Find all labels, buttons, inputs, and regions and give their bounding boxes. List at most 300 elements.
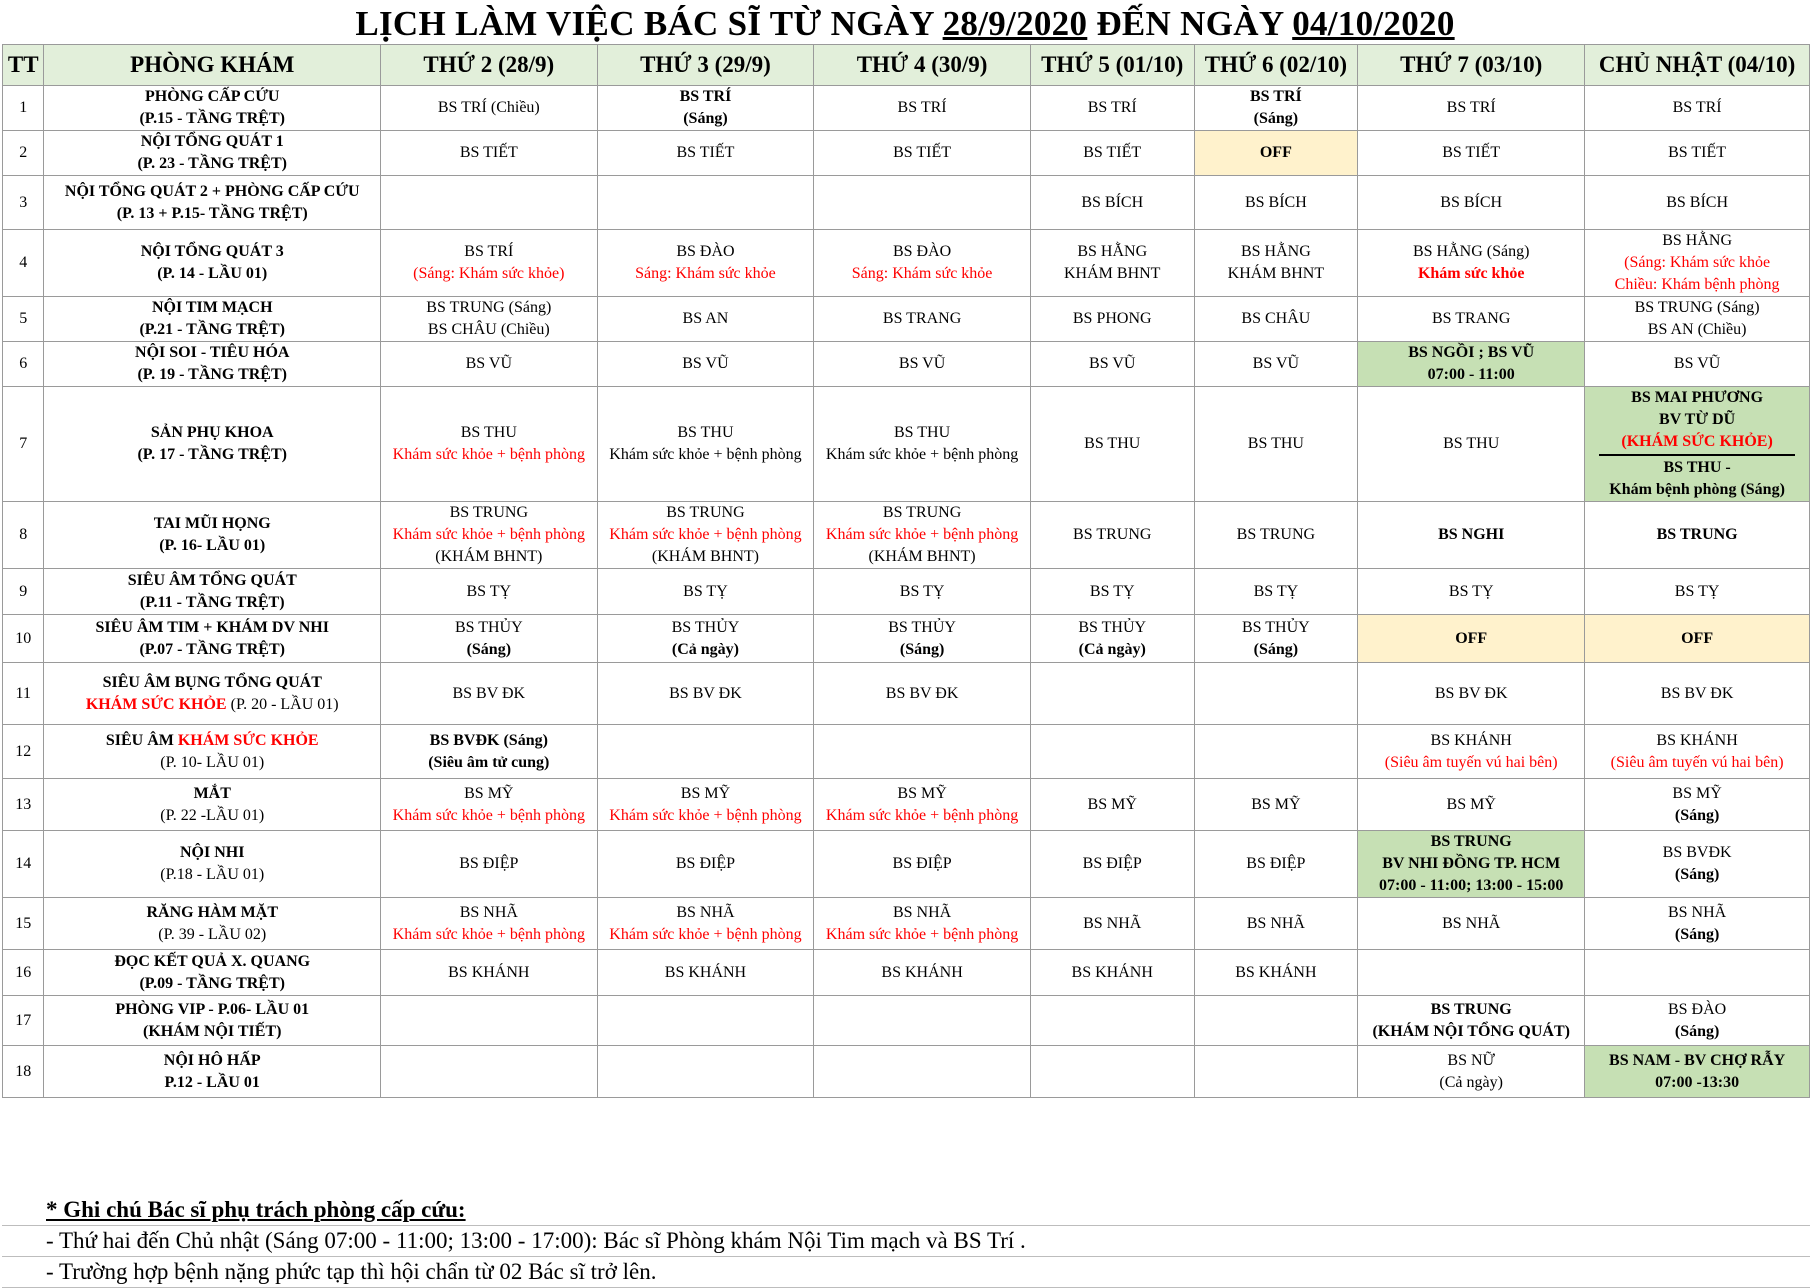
row-number: 10	[3, 615, 44, 663]
cell-line	[1197, 794, 1356, 816]
schedule-cell-day-4	[1030, 569, 1194, 615]
cell-text: BS TỴ	[899, 582, 945, 600]
cell-line	[1587, 142, 1807, 164]
schedule-cell-day-7	[1585, 502, 1810, 569]
cell-text: BS THU	[1443, 435, 1500, 452]
cell-text: (Siêu âm tuyến vú hai bên)	[1610, 753, 1784, 771]
schedule-cell-day-4	[1030, 131, 1194, 176]
cell-text: BS THU	[1084, 435, 1141, 452]
cell-text: (Sáng)	[1674, 1022, 1720, 1040]
cell-text: BS NHÃ	[1442, 914, 1501, 932]
cell-text: BS HẰNG (Sáng)	[1412, 243, 1530, 260]
cell-line	[383, 297, 595, 319]
schedule-cell-day-6	[1358, 615, 1585, 663]
column-header-day-5: THỨ 6 (02/10)	[1194, 45, 1358, 86]
cell-line	[1360, 192, 1582, 214]
schedule-cell-day-5	[1194, 779, 1358, 831]
cell-line	[1033, 639, 1192, 661]
schedule-cell-day-3	[814, 387, 1031, 502]
cell-text: (P. 20 - LẦU 01)	[226, 695, 339, 713]
table-row	[3, 230, 1810, 297]
cell-text: Khám sức khỏe	[1417, 265, 1525, 282]
cell-text: (Cả ngày)	[1439, 1073, 1503, 1091]
cell-line	[816, 422, 1028, 444]
cell-line	[1197, 639, 1356, 661]
room-name	[44, 615, 381, 663]
cell-text: (KHÁM SỨC KHỎE)	[1621, 433, 1773, 450]
schedule-cell-day-7	[1585, 831, 1810, 898]
schedule-cell-day-4	[1030, 86, 1194, 131]
cell-line	[1360, 263, 1582, 285]
cell-text: BS TRÍ	[1672, 99, 1722, 116]
cell-text: BS ĐIỆP	[675, 855, 735, 872]
schedule-cell-day-7	[1585, 342, 1810, 387]
cell-text: (Sáng)	[1253, 110, 1299, 127]
cell-line	[600, 308, 812, 330]
cell-text: PHÒNG VIP - P.06- LẦU 01	[115, 1000, 310, 1018]
cell-line	[1360, 1072, 1582, 1094]
cell-text: 07:00 - 11:00	[1427, 366, 1515, 383]
cell-text: BS TỴ	[1674, 582, 1720, 600]
cell-line	[383, 353, 595, 375]
cell-text: BS KHÁNH	[1071, 963, 1153, 981]
cell-line	[1587, 353, 1807, 375]
cell-text: (Sáng: Khám sức khỏe)	[413, 265, 565, 282]
row-number: 12	[3, 725, 44, 779]
schedule-cell-day-2	[597, 176, 814, 230]
cell-line	[600, 263, 812, 285]
cell-text: BS CHÂU (Chiều)	[427, 321, 550, 338]
cell-text: BS BVĐK	[1662, 844, 1732, 861]
cell-line	[383, 853, 595, 875]
cell-line	[383, 241, 595, 263]
cell-divider	[1599, 454, 1795, 456]
cell-text: BS TỴ	[1089, 582, 1135, 600]
note-line-1: - Thứ hai đến Chủ nhật (Sáng 07:00 - 11:00; 13:00 - 17:00): Bác sĩ Phòng khám Nội Tim mạch và BS Trí .	[2, 1226, 1810, 1257]
cell-line	[1587, 864, 1807, 886]
cell-text: BS BV ĐK	[669, 684, 742, 702]
cell-line	[1360, 308, 1582, 330]
cell-text: BS VŨ	[1089, 355, 1136, 372]
room-name	[44, 663, 381, 725]
cell-text: BS ĐÀO	[1667, 1000, 1727, 1018]
cell-text: OFF	[1259, 144, 1292, 161]
cell-line	[1033, 853, 1192, 875]
schedule-cell-day-2	[597, 725, 814, 779]
cell-line	[1360, 794, 1582, 816]
cell-line	[1197, 241, 1356, 263]
room-name	[44, 950, 381, 996]
schedule-cell-day-1	[380, 342, 597, 387]
cell-line	[1033, 308, 1192, 330]
row-number: 4	[3, 230, 44, 297]
room-name	[44, 297, 381, 342]
table-row	[3, 297, 1810, 342]
notes-section	[2, 1195, 1810, 1288]
cell-line	[1033, 433, 1192, 455]
schedule-cell-day-7	[1585, 950, 1810, 996]
cell-text: BS THỦY	[1242, 618, 1310, 636]
table-row	[3, 779, 1810, 831]
cell-line	[1587, 297, 1807, 319]
schedule-cell-day-7	[1585, 663, 1810, 725]
note-line-2: - Trường hợp bệnh nặng phức tạp thì hội chẩn từ 02 Bác sĩ trở lên.	[2, 1257, 1810, 1288]
cell-text: BS NHÃ	[676, 903, 735, 921]
cell-text: NỘI SOI - TIÊU HÓA	[135, 344, 290, 361]
cell-text: BS VŨ	[465, 355, 512, 372]
room-line	[46, 513, 378, 535]
cell-line	[1360, 342, 1582, 364]
schedule-cell-day-3	[814, 663, 1031, 725]
cell-line	[1033, 913, 1192, 935]
cell-line	[600, 108, 812, 130]
cell-text: (Sáng: Khám sức khỏe	[1624, 254, 1771, 271]
room-line	[46, 535, 378, 557]
cell-text: BS CHÂU	[1241, 310, 1311, 327]
cell-text: BS BÍCH	[1666, 193, 1728, 211]
row-number: 2	[3, 131, 44, 176]
cell-text: (P. 17 - TẦNG TRỆT)	[137, 446, 287, 463]
cell-line	[816, 805, 1028, 827]
schedule-cell-day-2	[597, 387, 814, 502]
cell-line	[1197, 913, 1356, 935]
cell-text: BS MỸ	[1087, 795, 1137, 813]
schedule-cell-day-1	[380, 663, 597, 725]
cell-text: BS KHÁNH	[448, 963, 530, 981]
room-name	[44, 230, 381, 297]
row-number: 17	[3, 996, 44, 1046]
cell-text: OFF	[1455, 629, 1488, 647]
schedule-cell-day-2	[597, 950, 814, 996]
room-line	[46, 422, 378, 444]
cell-text: Khám sức khỏe + bệnh phòng	[609, 925, 802, 943]
cell-text: BS ĐIỆP	[1246, 855, 1306, 872]
cell-text: BS ĐIỆP	[1082, 855, 1142, 872]
cell-text: BS THU	[677, 424, 734, 441]
schedule-cell-day-2	[597, 342, 814, 387]
cell-line	[1587, 524, 1807, 546]
column-header-room: PHÒNG KHÁM	[44, 45, 381, 86]
cell-line	[1587, 628, 1807, 650]
room-line	[46, 951, 378, 973]
cell-line	[1197, 353, 1356, 375]
cell-text: BS TRUNG	[1430, 833, 1512, 850]
table-row	[3, 996, 1810, 1046]
column-header-day-4: THỨ 5 (01/10)	[1030, 45, 1194, 86]
schedule-cell-day-1	[380, 996, 597, 1046]
schedule-cell-day-3	[814, 615, 1031, 663]
schedule-cell-day-7	[1585, 898, 1810, 950]
notes-heading-row	[2, 1195, 1810, 1226]
cell-text: BS TRÍ	[1446, 99, 1496, 116]
table-row	[3, 615, 1810, 663]
cell-line	[600, 422, 812, 444]
cell-text: OFF	[1681, 629, 1714, 647]
cell-text: BS AN (Chiều)	[1647, 321, 1747, 338]
cell-text: BS NỮ	[1447, 1051, 1495, 1069]
schedule-cell-day-2	[597, 502, 814, 569]
cell-text: BS MỸ	[897, 784, 947, 802]
schedule-cell-day-7	[1585, 387, 1810, 502]
room-line	[46, 694, 378, 716]
table-row	[3, 898, 1810, 950]
room-name	[44, 1046, 381, 1098]
cell-text: BS VŨ	[898, 355, 946, 372]
cell-text: BS TỴ	[466, 582, 512, 600]
cell-line	[383, 546, 595, 568]
cell-text: BS NHÃ	[1667, 903, 1727, 921]
cell-line	[816, 581, 1028, 603]
schedule-cell-day-1	[380, 569, 597, 615]
cell-line	[1360, 97, 1582, 119]
cell-text: BS KHÁNH	[1430, 731, 1512, 749]
schedule-cell-day-2	[597, 230, 814, 297]
schedule-cell-day-4	[1030, 1046, 1194, 1098]
cell-line	[816, 263, 1028, 285]
cell-line	[383, 730, 595, 752]
cell-text: (P. 10- LẦU 01)	[160, 753, 265, 771]
schedule-cell-day-3	[814, 502, 1031, 569]
cell-text: Khám sức khỏe + bệnh phòng	[609, 526, 802, 543]
schedule-cell-day-6	[1358, 663, 1585, 725]
cell-text: SIÊU ÂM TỔNG QUÁT	[127, 571, 297, 589]
cell-text: (P.21 - TẦNG TRỆT)	[139, 321, 285, 338]
cell-text: BS NGHI	[1438, 526, 1505, 543]
cell-text: BS TRUNG	[449, 504, 528, 521]
cell-text: (Cả ngày)	[671, 640, 739, 658]
cell-text: (P. 19 - TẦNG TRỆT)	[137, 366, 287, 383]
cell-text: BS TIẾT	[1442, 144, 1501, 161]
cell-text: BS TIẾT	[1083, 144, 1142, 161]
cell-line	[600, 639, 812, 661]
schedule-cell-day-3	[814, 176, 1031, 230]
column-header-day-1: THỨ 2 (28/9)	[380, 45, 597, 86]
cell-line	[816, 142, 1028, 164]
schedule-cell-day-6	[1358, 387, 1585, 502]
schedule-cell-day-1	[380, 86, 597, 131]
cell-text: BS KHÁNH	[664, 963, 747, 981]
cell-line	[1360, 433, 1582, 455]
cell-text: (Sáng)	[466, 640, 512, 658]
cell-text: NỘI TỔNG QUÁT 1	[140, 133, 284, 150]
schedule-cell-day-6	[1358, 176, 1585, 230]
table-row	[3, 502, 1810, 569]
room-line	[46, 1021, 378, 1043]
schedule-body	[3, 86, 1810, 1098]
schedule-cell-day-5	[1194, 131, 1358, 176]
cell-line	[1360, 142, 1582, 164]
cell-text: BS NHÃ	[1083, 914, 1142, 932]
cell-line	[383, 639, 595, 661]
schedule-cell-day-6	[1358, 831, 1585, 898]
cell-line	[600, 353, 812, 375]
cell-line	[383, 783, 595, 805]
cell-text: BS NGỒI ; BS VŨ	[1408, 344, 1535, 361]
cell-line	[600, 962, 812, 984]
cell-line	[1197, 308, 1356, 330]
schedule-cell-day-5	[1194, 663, 1358, 725]
cell-text: Khám sức khỏe + bệnh phòng	[825, 526, 1019, 543]
cell-text: BS MỸ	[680, 784, 731, 802]
room-line	[46, 319, 378, 341]
cell-line	[1587, 431, 1807, 453]
cell-text: BS TRUNG	[666, 504, 745, 521]
room-line	[46, 999, 378, 1021]
schedule-cell-day-6	[1358, 502, 1585, 569]
schedule-cell-day-6	[1358, 131, 1585, 176]
cell-line	[383, 524, 595, 546]
cell-text: BS ĐÀO	[892, 243, 952, 260]
cell-text: NỘI HÔ HẤP	[163, 1051, 261, 1069]
cell-line	[600, 524, 812, 546]
schedule-cell-day-1	[380, 131, 597, 176]
cell-text: BS ĐÀO	[676, 243, 735, 260]
room-line	[46, 86, 378, 108]
schedule-cell-day-3	[814, 950, 1031, 996]
cell-text: (Sáng)	[1674, 866, 1720, 883]
cell-line	[816, 617, 1028, 639]
cell-line	[1587, 683, 1807, 705]
cell-text: (Siêu âm tuyến vú hai bên)	[1384, 753, 1558, 771]
cell-line	[383, 924, 595, 946]
cell-text: BS THỦY	[1078, 618, 1147, 636]
schedule-cell-day-4	[1030, 725, 1194, 779]
cell-text: Khám sức khỏe + bệnh phòng	[825, 446, 1019, 463]
cell-line	[1360, 752, 1582, 774]
room-name	[44, 387, 381, 502]
cell-line	[1587, 274, 1807, 296]
cell-text: (P.18 - LẦU 01)	[160, 866, 265, 883]
cell-line	[816, 853, 1028, 875]
room-line	[46, 752, 378, 774]
cell-line	[1360, 524, 1582, 546]
cell-text: BS THU	[894, 424, 951, 441]
table-row	[3, 387, 1810, 502]
schedule-cell-day-2	[597, 831, 814, 898]
cell-text: (P.11 - TẦNG TRỆT)	[139, 593, 285, 611]
schedule-cell-day-3	[814, 230, 1031, 297]
cell-line	[1197, 581, 1356, 603]
row-number: 18	[3, 1046, 44, 1098]
cell-line	[1033, 241, 1192, 263]
schedule-cell-day-3	[814, 779, 1031, 831]
schedule-cell-day-2	[597, 996, 814, 1046]
cell-text: BS TỴ	[1253, 582, 1299, 600]
cell-text: (P. 14 - LẦU 01)	[157, 265, 268, 282]
cell-line	[1587, 783, 1807, 805]
schedule-cell-day-3	[814, 131, 1031, 176]
cell-text: BS TỴ	[683, 582, 728, 600]
cell-line	[1197, 617, 1356, 639]
cell-text: BS VŨ	[1673, 355, 1721, 372]
cell-text: MẮT	[193, 784, 231, 802]
schedule-cell-day-6	[1358, 569, 1585, 615]
cell-line	[1360, 1021, 1582, 1043]
cell-text: BS MAI PHƯƠNG	[1631, 389, 1764, 406]
room-line	[46, 592, 378, 614]
room-line	[46, 153, 378, 175]
room-line	[46, 203, 378, 225]
cell-line	[600, 805, 812, 827]
cell-text: BV TỪ DŨ	[1659, 411, 1736, 428]
cell-line	[1587, 1072, 1807, 1094]
cell-text: (P. 13 + P.15- TẦNG TRỆT)	[116, 204, 308, 222]
cell-text: NỘI TỔNG QUÁT 2 + PHÒNG CẤP CỨU	[64, 182, 360, 200]
schedule-cell-day-5	[1194, 569, 1358, 615]
schedule-cell-day-1	[380, 1046, 597, 1098]
row-number: 1	[3, 86, 44, 131]
cell-line	[600, 581, 812, 603]
cell-text: Khám sức khỏe + bệnh phòng	[825, 806, 1019, 824]
cell-line	[1587, 752, 1807, 774]
schedule-cell-day-5	[1194, 996, 1358, 1046]
table-row	[3, 176, 1810, 230]
room-name	[44, 502, 381, 569]
cell-text: SẢN PHỤ KHOA	[150, 424, 274, 441]
schedule-cell-day-7	[1585, 176, 1810, 230]
cell-line	[1360, 831, 1582, 853]
cell-line	[1197, 962, 1356, 984]
header-row	[3, 45, 1810, 86]
cell-line	[816, 902, 1028, 924]
schedule-cell-day-3	[814, 342, 1031, 387]
cell-line	[1587, 730, 1807, 752]
cell-text: NỘI TIM MẠCH	[151, 299, 273, 316]
cell-text: (P. 23 - TẦNG TRỆT)	[137, 155, 287, 172]
room-name	[44, 569, 381, 615]
title-date-from: 28/9/2020	[942, 4, 1088, 43]
room-line	[46, 181, 378, 203]
cell-line	[600, 86, 812, 108]
cell-line	[1360, 730, 1582, 752]
schedule-cell-day-4	[1030, 297, 1194, 342]
cell-text: (KHÁM BHNT)	[868, 548, 976, 565]
cell-text: (Sáng)	[1674, 925, 1720, 943]
room-line	[46, 617, 378, 639]
cell-text: KHÁM BHNT	[1064, 265, 1161, 282]
cell-text: BS THU -	[1663, 459, 1731, 476]
row-number: 3	[3, 176, 44, 230]
cell-line	[1587, 319, 1807, 341]
cell-text: BS TIẾT	[893, 144, 952, 161]
cell-line	[383, 683, 595, 705]
cell-line	[1587, 1021, 1807, 1043]
cell-line	[383, 502, 595, 524]
cell-text: Khám sức khỏe + bệnh phòng	[392, 925, 585, 943]
room-name	[44, 725, 381, 779]
cell-line	[1197, 263, 1356, 285]
schedule-cell-day-6	[1358, 725, 1585, 779]
room-name	[44, 131, 381, 176]
schedule-cell-day-5	[1194, 1046, 1358, 1098]
title-date-to: 04/10/2020	[1292, 4, 1455, 43]
cell-line	[1360, 1050, 1582, 1072]
schedule-cell-day-2	[597, 569, 814, 615]
schedule-cell-day-1	[380, 950, 597, 996]
schedule-cell-day-6	[1358, 342, 1585, 387]
cell-text: Khám sức khỏe + bệnh phòng	[392, 526, 585, 543]
cell-text: BS TRÍ	[1250, 88, 1302, 105]
cell-line	[383, 962, 595, 984]
cell-line	[816, 353, 1028, 375]
cell-text: SIÊU ÂM BỤNG TỔNG QUÁT	[102, 673, 322, 691]
cell-text: BS BÍCH	[1244, 193, 1307, 211]
cell-line	[1033, 581, 1192, 603]
cell-line	[1360, 241, 1582, 263]
schedule-cell-day-5	[1194, 297, 1358, 342]
schedule-cell-day-7	[1585, 779, 1810, 831]
cell-line	[1197, 192, 1356, 214]
